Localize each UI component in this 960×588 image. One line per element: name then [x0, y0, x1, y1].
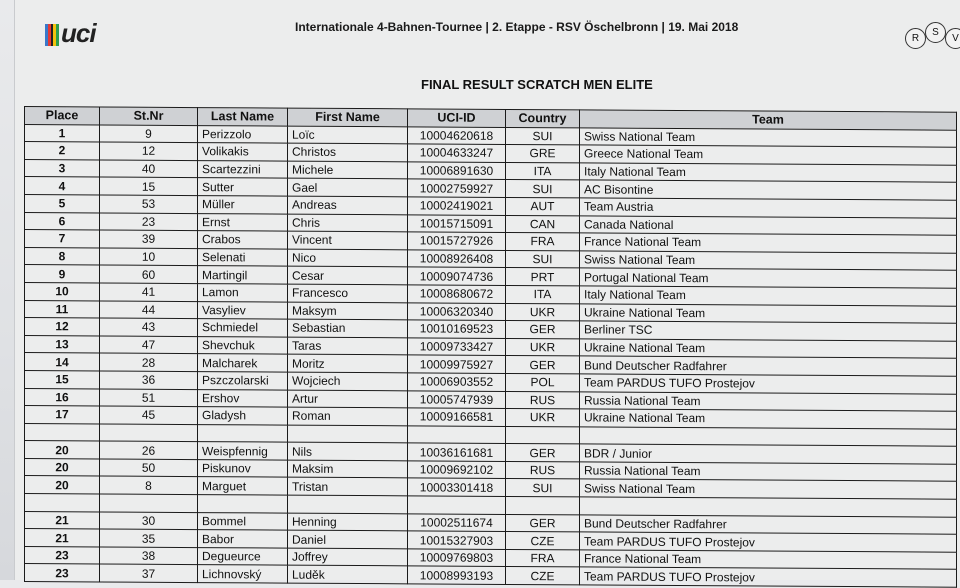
- cell-team: Swiss National Team: [580, 479, 957, 499]
- cell-last-name: Vasyliev: [198, 301, 288, 319]
- cell-start-number: 37: [100, 564, 198, 582]
- cell-start-number: 8: [100, 476, 198, 494]
- cell-country: AUT: [506, 197, 580, 215]
- cell-last-name: Ershov: [198, 389, 288, 407]
- cell-start-number: 45: [100, 406, 198, 424]
- cell-last-name: Pszczolarski: [198, 371, 288, 389]
- cell-place: [25, 494, 100, 512]
- cell-start-number: 50: [100, 459, 198, 477]
- cell-team: Team Austria: [580, 198, 957, 218]
- cell-team: Bund Deutscher Radfahrer: [580, 515, 957, 535]
- cell-place: 10: [25, 282, 100, 300]
- cell-first-name: Cesar: [288, 266, 408, 284]
- cell-team: Greece National Team: [580, 145, 957, 165]
- cell-start-number: 44: [100, 300, 198, 318]
- page-title: FINAL RESULT SCRATCH MEN ELITE: [421, 77, 653, 92]
- cell-first-name: Vincent: [288, 231, 408, 249]
- column-header-place: Place: [25, 107, 100, 125]
- cell-start-number: 43: [100, 318, 198, 336]
- cell-start-number: 9: [100, 125, 198, 143]
- cell-country: GER: [506, 356, 580, 374]
- cell-team: BDR / Junior: [580, 444, 957, 464]
- cell-start-number: 28: [100, 353, 198, 371]
- cell-last-name: Malcharek: [198, 354, 288, 372]
- cell-uci-id: 10015727926: [408, 232, 506, 250]
- badge-letter-v: V: [945, 28, 960, 49]
- cell-last-name: Bommel: [198, 512, 288, 530]
- cell-last-name: Müller: [198, 196, 288, 214]
- cell-place: 7: [25, 230, 100, 248]
- cell-country: GER: [506, 444, 580, 462]
- cell-first-name: Joffrey: [288, 548, 408, 566]
- cell-first-name: Moritz: [288, 354, 408, 372]
- cell-first-name: [288, 425, 408, 443]
- cell-last-name: [198, 495, 288, 513]
- cell-start-number: 51: [100, 388, 198, 406]
- cell-first-name: [288, 495, 408, 513]
- cell-place: 9: [25, 265, 100, 283]
- cell-country: [506, 426, 580, 444]
- cell-country: CZE: [506, 567, 580, 585]
- cell-team: Russia National Team: [580, 462, 957, 482]
- cell-place: 1: [25, 124, 100, 142]
- cell-uci-id: 10015327903: [408, 531, 506, 549]
- cell-first-name: Roman: [288, 407, 408, 425]
- cell-uci-id: 10015715091: [408, 214, 506, 232]
- cell-team: Russia National Team: [580, 391, 957, 411]
- cell-last-name: Schmiedel: [198, 319, 288, 337]
- results-table-wrap: [24, 106, 956, 588]
- cell-place: 23: [25, 564, 100, 582]
- cell-country: POL: [506, 373, 580, 391]
- cell-uci-id: 10004620618: [408, 126, 506, 144]
- cell-country: ITA: [506, 162, 580, 180]
- cell-country: RUS: [506, 391, 580, 409]
- cell-start-number: 36: [100, 371, 198, 389]
- cell-last-name: Piskunov: [198, 459, 288, 477]
- cell-last-name: Martingil: [198, 266, 288, 284]
- cell-start-number: 15: [100, 177, 198, 195]
- cell-start-number: 41: [100, 283, 198, 301]
- column-header-uci-id: UCI-ID: [408, 109, 506, 127]
- cell-place: 2: [25, 142, 100, 160]
- cell-last-name: Scartezzini: [198, 160, 288, 178]
- cell-place: 8: [25, 247, 100, 265]
- cell-team: Portugal National Team: [580, 268, 957, 288]
- cell-first-name: Loïc: [288, 126, 408, 144]
- cell-first-name: Francesco: [288, 284, 408, 302]
- cell-uci-id: [408, 496, 506, 514]
- cell-last-name: Sutter: [198, 178, 288, 196]
- cell-uci-id: 10009733427: [408, 338, 506, 356]
- cell-country: SUI: [506, 127, 580, 145]
- cell-uci-id: 10009692102: [408, 461, 506, 479]
- cell-place: [25, 423, 100, 441]
- cell-uci-id: 10002759927: [408, 179, 506, 197]
- cell-first-name: Sebastian: [288, 319, 408, 337]
- cell-team: Ukraine National Team: [580, 303, 957, 323]
- results-table: [24, 106, 957, 588]
- cell-last-name: Gladysh: [198, 407, 288, 425]
- cell-place: 23: [25, 546, 100, 564]
- cell-last-name: Lamon: [198, 283, 288, 301]
- cell-last-name: Ernst: [198, 213, 288, 231]
- cell-uci-id: 10006903552: [408, 373, 506, 391]
- cell-team: AC Bisontine: [580, 180, 957, 200]
- cell-uci-id: 10008993193: [408, 566, 506, 584]
- results-table-body: [25, 124, 957, 587]
- cell-place: 20: [25, 441, 100, 459]
- cell-country: SUI: [506, 250, 580, 268]
- cell-place: 20: [25, 458, 100, 476]
- cell-first-name: Nils: [288, 442, 408, 460]
- cell-start-number: [100, 424, 198, 442]
- cell-last-name: Crabos: [198, 231, 288, 249]
- column-header-team: Team: [580, 110, 957, 130]
- cell-country: CZE: [506, 532, 580, 550]
- cell-uci-id: 10009975927: [408, 355, 506, 373]
- cell-first-name: Maksym: [288, 302, 408, 320]
- cell-uci-id: 10008926408: [408, 250, 506, 268]
- column-header-country: Country: [506, 109, 580, 127]
- cell-uci-id: 10006891630: [408, 162, 506, 180]
- cell-last-name: Marguet: [198, 477, 288, 495]
- cell-team: Swiss National Team: [580, 251, 957, 271]
- column-header-first-name: First Name: [288, 108, 408, 126]
- cell-team: [580, 427, 957, 447]
- cell-team: France National Team: [580, 550, 957, 570]
- cell-place: 16: [25, 388, 100, 406]
- cell-place: 12: [25, 318, 100, 336]
- cell-country: SUI: [506, 479, 580, 497]
- cell-first-name: Wojciech: [288, 372, 408, 390]
- cell-country: SUI: [506, 180, 580, 198]
- cell-place: 21: [25, 529, 100, 547]
- cell-team: Bund Deutscher Radfahrer: [580, 356, 957, 376]
- cell-start-number: 39: [100, 230, 198, 248]
- cell-start-number: 35: [100, 529, 198, 547]
- cell-first-name: Andreas: [288, 196, 408, 214]
- cell-uci-id: 10003301418: [408, 478, 506, 496]
- cell-place: 17: [25, 406, 100, 424]
- cell-first-name: Maksim: [288, 460, 408, 478]
- cell-last-name: Weispfennig: [198, 442, 288, 460]
- cell-start-number: 47: [100, 336, 198, 354]
- cell-team: [580, 497, 957, 517]
- cell-team: Swiss National Team: [580, 127, 957, 147]
- cell-uci-id: 10036161681: [408, 443, 506, 461]
- cell-place: 21: [25, 511, 100, 529]
- cell-place: 11: [25, 300, 100, 318]
- cell-start-number: 60: [100, 265, 198, 283]
- cell-start-number: 12: [100, 142, 198, 160]
- cell-team: Italy National Team: [580, 163, 957, 183]
- cell-first-name: Taras: [288, 337, 408, 355]
- cell-uci-id: 10009769803: [408, 549, 506, 567]
- cell-place: 3: [25, 159, 100, 177]
- cell-country: RUS: [506, 461, 580, 479]
- cell-start-number: 53: [100, 195, 198, 213]
- cell-country: PRT: [506, 268, 580, 286]
- cell-uci-id: 10005747939: [408, 390, 506, 408]
- cell-last-name: Perizzolo: [198, 125, 288, 143]
- cell-uci-id: 10008680672: [408, 285, 506, 303]
- cell-start-number: [100, 494, 198, 512]
- cell-first-name: Nico: [288, 249, 408, 267]
- cell-last-name: Lichnovský: [198, 565, 288, 583]
- cell-place: 13: [25, 335, 100, 353]
- cell-country: CAN: [506, 215, 580, 233]
- cell-first-name: Gael: [288, 178, 408, 196]
- cell-first-name: Daniel: [288, 530, 408, 548]
- cell-uci-id: 10009166581: [408, 408, 506, 426]
- cell-country: UKR: [506, 409, 580, 427]
- cell-uci-id: 10002419021: [408, 197, 506, 215]
- cell-country: [506, 497, 580, 515]
- cell-team: Italy National Team: [580, 286, 957, 306]
- cell-first-name: Chris: [288, 214, 408, 232]
- cell-country: UKR: [506, 303, 580, 321]
- cell-uci-id: 10009074736: [408, 267, 506, 285]
- cell-start-number: 40: [100, 160, 198, 178]
- cell-last-name: Shevchuk: [198, 336, 288, 354]
- cell-place: 20: [25, 476, 100, 494]
- cell-last-name: Volikakis: [198, 143, 288, 161]
- cell-team: Team PARDUS TUFO Prostejov: [580, 374, 957, 394]
- cell-start-number: 26: [100, 441, 198, 459]
- badge-letter-r: R: [905, 28, 926, 49]
- cell-first-name: Tristan: [288, 478, 408, 496]
- cell-first-name: Henning: [288, 513, 408, 531]
- cell-last-name: Degueurce: [198, 547, 288, 565]
- cell-team: France National Team: [580, 233, 957, 253]
- cell-team: Team PARDUS TUFO Prostejov: [580, 567, 957, 587]
- cell-place: 15: [25, 370, 100, 388]
- cell-country: GRE: [506, 145, 580, 163]
- cell-country: UKR: [506, 338, 580, 356]
- cell-team: Berliner TSC: [580, 321, 957, 341]
- column-header-last-name: Last Name: [198, 108, 288, 126]
- cell-team: Team PARDUS TUFO Prostejov: [580, 532, 957, 552]
- cell-uci-id: 10006320340: [408, 302, 506, 320]
- cell-uci-id: 10002511674: [408, 513, 506, 531]
- cell-country: ITA: [506, 285, 580, 303]
- event-header: Internationale 4-Bahnen-Tournee | 2. Etappe - RSV Öschelbronn | 19. Mai 2018: [295, 20, 739, 34]
- cell-place: 4: [25, 177, 100, 195]
- uci-logo-text: uci: [61, 18, 96, 48]
- cell-place: 6: [25, 212, 100, 230]
- cell-uci-id: [408, 426, 506, 444]
- cell-first-name: Christos: [288, 143, 408, 161]
- cell-team: Ukraine National Team: [580, 409, 957, 429]
- cell-first-name: Michele: [288, 161, 408, 179]
- cell-team: Canada National: [580, 215, 957, 235]
- uci-rainbow-stripes: [45, 24, 59, 46]
- cell-uci-id: 10010169523: [408, 320, 506, 338]
- cell-start-number: 30: [100, 512, 198, 530]
- cell-place: 14: [25, 353, 100, 371]
- cell-country: FRA: [506, 549, 580, 567]
- cell-first-name: Artur: [288, 390, 408, 408]
- cell-last-name: Selenati: [198, 248, 288, 266]
- column-header-start-number: St.Nr: [100, 107, 198, 125]
- cell-last-name: [198, 424, 288, 442]
- cell-start-number: 38: [100, 547, 198, 565]
- uci-logo: [39, 14, 99, 48]
- cell-start-number: 10: [100, 248, 198, 266]
- cell-team: Ukraine National Team: [580, 339, 957, 359]
- cell-country: GER: [506, 514, 580, 532]
- rsv-club-badge: [903, 22, 960, 52]
- cell-country: FRA: [506, 233, 580, 251]
- cell-uci-id: 10004633247: [408, 144, 506, 162]
- cell-first-name: Luděk: [288, 566, 408, 584]
- badge-letter-s: S: [925, 22, 946, 43]
- cell-last-name: Babor: [198, 530, 288, 548]
- cell-place: 5: [25, 194, 100, 212]
- cell-country: GER: [506, 321, 580, 339]
- cell-start-number: 23: [100, 213, 198, 231]
